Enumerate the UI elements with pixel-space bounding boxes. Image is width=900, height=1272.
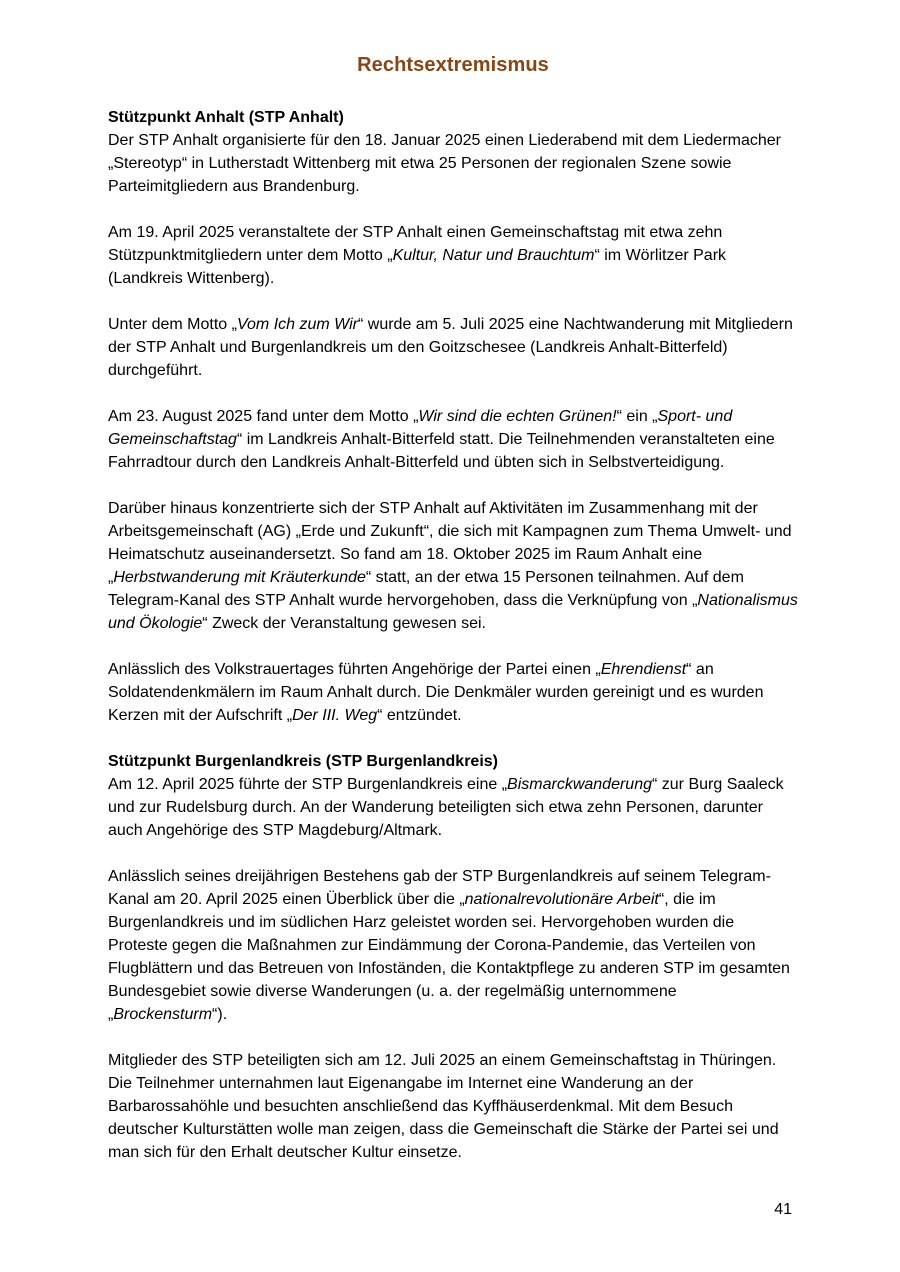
section-heading: Stützpunkt Burgenlandkreis (STP Burgenlandkreis) [108, 753, 498, 770]
text-run: “ zur Burg Saaleck und zur Rudelsburg durch. An der Wanderung beteiligten sich etwa zehn Personen, darunter auch Angehörige des STP Magdeburg/Altmark. [108, 776, 784, 839]
emphasized-text: Sport- und Gemeinschaftstag [108, 408, 733, 448]
text-run: “). [212, 1006, 228, 1023]
page-title: Rechtsextremismus [357, 54, 549, 76]
paragraph [108, 497, 798, 635]
emphasized-text: Der III. Weg [292, 707, 378, 724]
paragraph [108, 313, 798, 382]
emphasized-text: Brockensturm [113, 1006, 213, 1023]
text-run: Unter dem Motto „ [108, 316, 237, 333]
text-run: Am 23. August 2025 fand unter dem Motto „ [108, 408, 419, 425]
emphasized-text: nationalrevolutionäre Arbeit [464, 891, 659, 908]
text-run: “ im Landkreis Anhalt-Bitterfeld statt. Die Teilnehmenden veranstalteten eine Fahrradtour durch den Landkreis Anhalt-Bitterfeld und übten sich in Selbstverteidigung. [108, 431, 775, 471]
text-run: Anlässlich seines dreijährigen Bestehens gab der STP Burgenlandkreis auf seinem Telegram-Kanal am 20. April 2025 einen Überblick über die „ [108, 868, 771, 908]
text-run: Der STP Anhalt organisierte für den 18. Januar 2025 einen Liederabend mit dem Liedermacher „Stereotyp“ in Lutherstadt Wittenberg mit etwa 25 Personen der regionalen Szene sowie Parteimitgliedern aus Brandenburg. [108, 132, 782, 195]
text-run: Anlässlich des Volkstrauertages führten Angehörige der Partei einen „ [108, 661, 601, 678]
text-run: Am 12. April 2025 führte der STP Burgenlandkreis eine „ [108, 776, 508, 793]
emphasized-text: Nationalismus und Ökologie [108, 592, 798, 632]
paragraph [108, 865, 798, 1026]
text-run: Am 19. April 2025 veranstaltete der STP Anhalt einen Gemeinschaftstag mit etwa zehn Stützpunktmitgliedern unter dem Motto „ [108, 224, 723, 264]
text-run: Mitglieder des STP beteiligten sich am 12. Juli 2025 an einem Gemeinschaftstag in Thüringen. Die Teilnehmer unternahmen laut Eigenangabe im Internet eine Wanderung an der Barbarossahöhle und besuchten anschließend das Kyffhäuserdenkmal. Mit dem Besuch deutscher Kulturstätten wolle man zeigen, dass die Gemeinschaft die Stärke der Partei sei und man sich für den Erhalt deutscher Kultur einsetze. [108, 1052, 779, 1161]
text-run: “ ein „ [616, 408, 658, 425]
section-heading: Stützpunkt Anhalt (STP Anhalt) [108, 109, 344, 126]
section-stp-burgenlandkreis [108, 750, 798, 1164]
emphasized-text: Herbstwanderung mit Kräuterkunde [113, 569, 366, 586]
emphasized-text: Kultur, Natur und Brauchtum [392, 247, 595, 264]
text-run: “ im Wörlitzer Park (Landkreis Wittenberg). [108, 247, 727, 287]
text-run: “ statt, an der etwa 15 Personen teilnahmen. Auf dem Telegram-Kanal des STP Anhalt wurde hervorgehoben, dass die Verknüpfung von „ [108, 569, 744, 609]
paragraph [108, 221, 798, 290]
text-run: “, die im Burgenlandkreis und im südlichen Harz geleistet worden sei. Hervorgehoben wurden die Proteste gegen die Maßnahmen zur Eindämmung der Corona-Pandemie, das Verteilen von Flugblättern und das Betreuen von Infoständen, die Kontaktpflege zu anderen STP im gesamten Bundesgebiet sowie diverse Wanderungen (u. a. der regelmäßig unternommene „ [108, 891, 790, 1023]
paragraph [108, 1049, 798, 1164]
paragraph [108, 405, 798, 474]
paragraph [108, 658, 798, 727]
text-run: “ entzündet. [377, 707, 462, 724]
emphasized-text: Ehrendienst [600, 661, 687, 678]
emphasized-text: Wir sind die echten Grünen! [418, 408, 617, 425]
text-run: Darüber hinaus konzentrierte sich der STP Anhalt auf Aktivitäten im Zusammenhang mit der Arbeitsgemeinschaft (AG) „Erde und Zukunft“, die sich mit Kampagnen zum Thema Umwelt- und Heimatschutz auseinandersetzt. So fand am 18. Oktober 2025 im Raum Anhalt eine „ [108, 500, 792, 586]
emphasized-text: Bismarckwanderung [507, 776, 652, 793]
text-run: “ an Soldatendenkmälern im Raum Anhalt durch. Die Denkmäler wurden gereinigt und es wurden Kerzen mit der Aufschrift „ [108, 661, 764, 724]
text-run: “ Zweck der Veranstaltung gewesen sei. [202, 615, 486, 632]
emphasized-text: Vom Ich zum Wir [236, 316, 358, 333]
page-number: 41 [774, 1201, 792, 1218]
paragraph [108, 773, 798, 842]
paragraph [108, 129, 798, 198]
section-stp-anhalt [108, 106, 798, 727]
text-run: “ wurde am 5. Juli 2025 eine Nachtwanderung mit Mitgliedern der STP Anhalt und Burgenlandkreis um den Goitzschesee (Landkreis Anhalt-Bitterfeld) durchgeführt. [108, 316, 793, 379]
document-page [108, 50, 798, 1164]
